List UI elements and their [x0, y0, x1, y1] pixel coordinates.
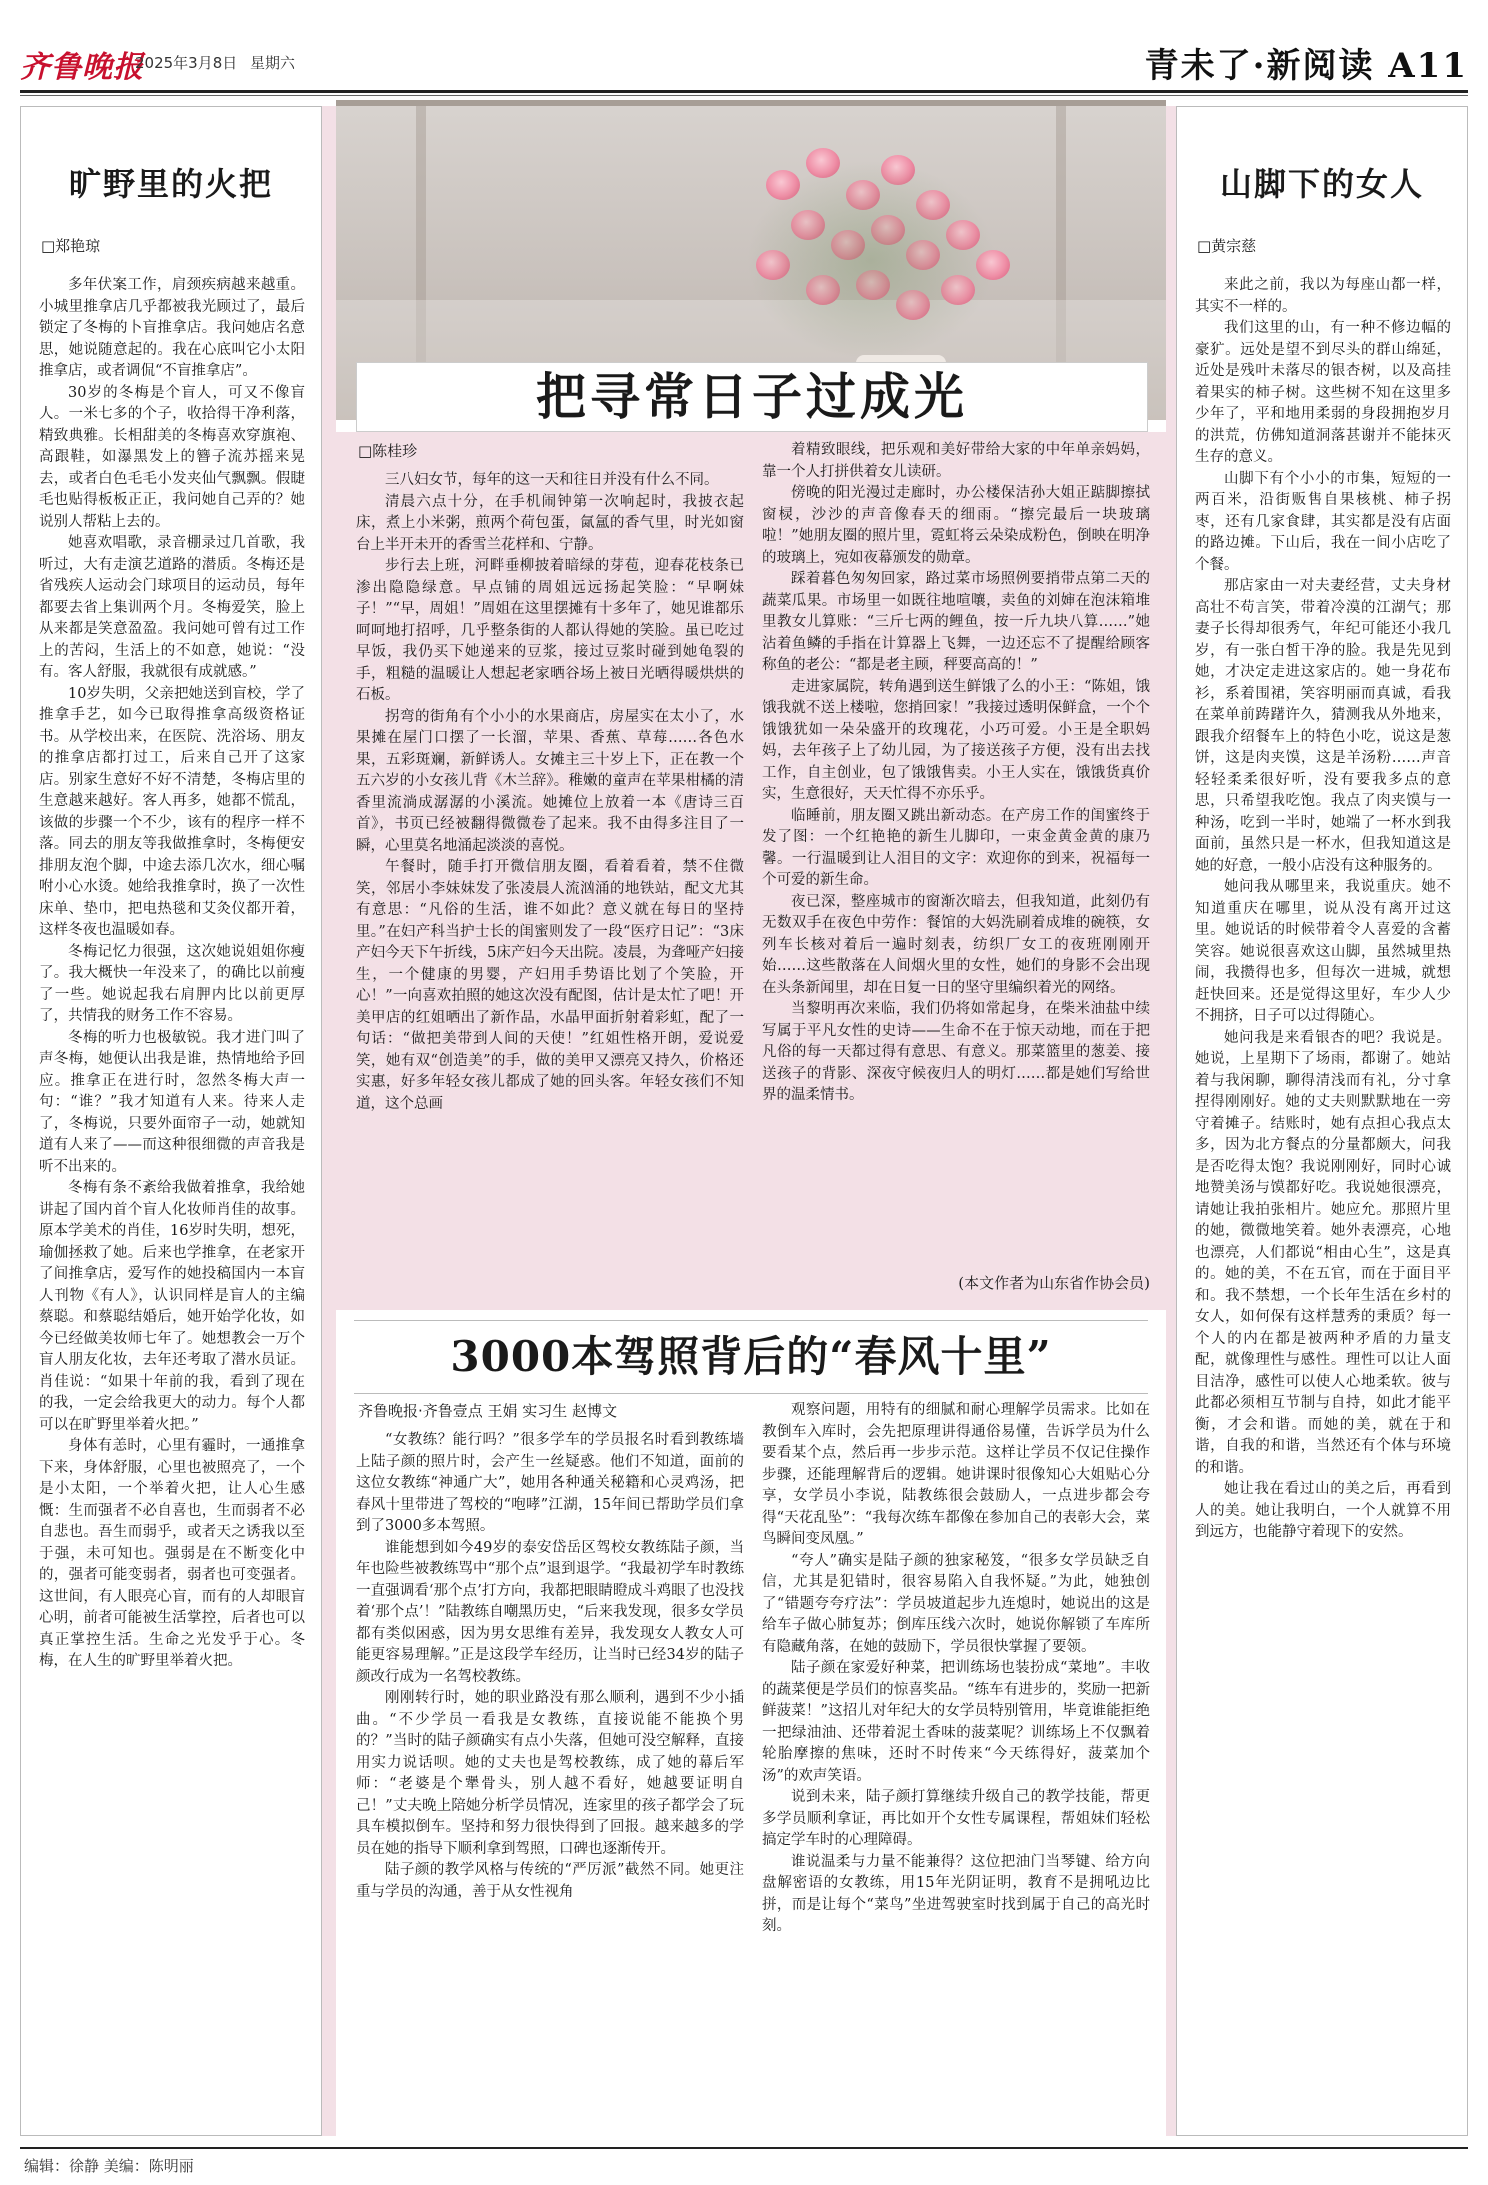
footer-credits: 编辑：徐静 美编：陈明丽	[24, 2157, 194, 2175]
left-article	[20, 106, 322, 2136]
paragraph: 她问我是来看银杏的吧？我说是。她说，上星期下了场雨，都谢了。她站着与我闲聊，聊得清浅而有礼，分寸拿捏得刚刚好。她的丈夫则默默地在一旁守着摊子。结账时，她有点担心我点太多，因为北方餐点的分量都颇大，问我是否吃得太饱？我说刚刚好，同时心诚地赞美汤与馍都好吃。我说她很漂亮，请她让我拍张相片。她应允。那照片里的她，微微地笑着。她外表漂亮，心地也漂亮，人们都说“相由心生”，这是真的。她的美，不在五官，而在于面目平和。我不禁想，一个长年生活在乡村的女人，如何保有这样慧秀的秉质？每一个人的内在都是被两种矛盾的力量支配，就像理性与感性。理性可以让人面目洁净，感性可以使人心地柔软。彼与此都必须相互节制与自持，如此才能平衡，才会和谐。而她的美，就在于和谐，自我的和谐，当然还有个体与环境的和谐。	[1195, 1029, 1451, 1476]
paragraph: 我们这里的山，有一种不修边幅的豪犷。远处是望不到尽头的群山绵延，近处是残叶未落尽的银杏树，以及高挂着果实的柿子树。这些树不知在这里多少年了，平和地用柔弱的身段拥抱岁月的洪荒，仿佛知道洞落甚谢并不能抹灭生存的意义。	[1195, 320, 1451, 465]
right-article-body	[1195, 275, 1451, 2125]
left-article-body	[39, 275, 305, 2125]
paragraph: 冬梅记忆力很强，这次她说姐姐你瘦了。我大概快一年没来了，的确比以前瘦了一些。她说起我右肩胛内比以前更厚了，共情我的财务工作不容易。	[39, 943, 305, 1024]
paragraph: 临睡前，朋友圈又跳出新动态。在产房工作的闺蜜终于发了图：一个红艳艳的新生儿脚印，一束金黄金黄的康乃馨。一行温暖到让人泪目的文字：欢迎你的到来，祝福每一个可爱的新生命。	[762, 807, 1150, 888]
paragraph: 清晨六点十分，在手机闹钟第一次响起时，我披衣起床，煮上小米粥，煎两个荷包蛋，氤氲的香气里，时光如窗台上半开未开的香雪兰花样和、宁静。	[356, 493, 744, 553]
paragraph: 10岁失明，父亲把她送到盲校，学了推拿手艺，如今已取得推拿高级资格证书。从学校出来，在医院、洗浴场、朋友的推拿店都打过工，后来自己开了这家店。别家生意好不好不清楚，冬梅店里的生意越来越好。客人再多，她都不慌乱，该做的步骤一个不少，该有的程序一样不落。同去的朋友等我做推拿时，冬梅便安排朋友泡个脚，中途去添几次水，细心嘱咐小心水烫。她给我推拿时，换了一次性床单、垫巾，把电热毯和艾灸仪都开着，这样冬夜也温暖如春。	[39, 685, 305, 938]
right-gutter-accent	[1166, 106, 1176, 2136]
paragraph: 说到未来，陆子颜打算继续升级自己的教学技能，帮更多学员顺利拿证，再比如开个女性专属课程，帮姐妹们轻松搞定学车时的心理障碍。	[762, 1789, 1150, 1848]
section-title: 青未了·新阅读 A11	[1144, 46, 1468, 86]
top-rule	[20, 90, 1468, 93]
center-article-2-byline: 齐鲁晚报·齐鲁壹点 王娟 实习生 赵博文	[358, 1402, 618, 1420]
issue-weekday: 星期六	[250, 54, 296, 72]
right-article-title: 山脚下的女人	[1219, 165, 1424, 203]
left-gutter-accent	[322, 106, 336, 2136]
center-article-2	[336, 1396, 1166, 2136]
paragraph: 夜已深，整座城市的窗渐次暗去，但我知道，此刻仍有无数双手在夜色中劳作：餐馆的大妈洗刷着成堆的碗筷，女列车长核对着后一遍时刻表，纺织厂女工的夜班刚刚开始……这些散落在人间烟火里的女性，她们的身影不会出现在头条新闻里，却在日复一日的坚守里编织着光的网络。	[762, 893, 1150, 996]
center-article-col2	[762, 440, 1150, 1255]
paragraph: 陆子颜在家爱好种菜，把训练场也装扮成“菜地”。丰收的蔬菜便是学员们的惊喜奖品。“练车有进步的，奖励一把新鲜菠菜！”这招儿对年纪大的女学员特别管用，毕竟谁能拒绝一把绿油油、还带着泥土香味的菠菜呢？训练场上不仅飘着轮胎摩擦的焦味，还时不时传来“今天练得好，菠菜加个汤”的欢声笑语。	[762, 1660, 1150, 1784]
left-article-byline: □郑艳琼	[41, 237, 101, 255]
right-article-byline: □黄宗慈	[1197, 237, 1257, 255]
issue-date: 2025年3月8日	[135, 54, 238, 72]
author-note: (本文作者为山东省作协会员)	[958, 1274, 1150, 1292]
top-rule-thin	[20, 95, 1468, 96]
paragraph: 拐弯的街角有个小小的水果商店，房屋实在太小了，水果摊在屋门口摆了一长溜，苹果、香蕉、草莓……各色水果，五彩斑斓，新鲜诱人。女摊主三十岁上下，正在教一个五六岁的小女孩儿背《木兰辞》。稚嫩的童声在苹果柑橘的清香里流淌成潺潺的小溪流。她摊位上放着一本《唐诗三百首》，书页已经被翻得微微卷了起来。我不由得多注目了一瞬，心里莫名地涌起淡淡的喜悦。	[356, 708, 744, 854]
paragraph: 身体有恙时，心里有霾时，一通推拿下来，身体舒服，心里也被照亮了，一个是小太阳，一个举着火把，让人心生感慨：生而强者不必自喜也，生而弱者不必自悲也。吾生而弱乎，或者天之诱我以至于强，未可知也。强弱是在不断变化中的，强者可能变弱者，弱者也可变强者。这世间，有人眼亮心盲，而有的人却眼盲心明，前者可能被生活掌控，后者也可以真正掌控生活。生命之光发乎于心。冬梅，在人生的旷野里举着火把。	[39, 1438, 305, 1669]
paragraph: 她喜欢唱歌，录音棚录过几首歌，我听过，大有走演艺道路的潜质。冬梅还是省残疾人运动会门球项目的运动员，每年都要去省上集训两个月。冬梅爱笑，脸上从来都是笑意盈盈。我问她可曾有过工作上的苦闷，生活上的不如意，她说：“没有。客人舒服，我就很有成就感。”	[39, 535, 305, 680]
paragraph: 午餐时，随手打开微信朋友圈，看着看着，禁不住微笑，邻居小李妹妹发了张凌晨人流汹涌的地铁站，配文尤其有意思：“凡俗的生活，谁不如此？意义就在每日的坚持里。”在妇产科当护士长的闺蜜则发了一段“医疗日记”：“3床产妇今天下午折线，5床产妇今天出院。凌晨，为聋哑产妇接生，一个健康的男婴，产妇用手势语比划了个笑脸，开心！”一向喜欢拍照的她这次没有配图，估计是太忙了吧！开美甲店的红姐晒出了新作品，水晶甲面折射着彩虹，配了一句话：“做把美带到人间的天使！”红姐性格开朗，爱说爱笑，她有双“创造美”的手，做的美甲又漂亮又持久，价格还实惠，好多年轻女孩儿都成了她的回头客。年轻女孩们不知道，这个总画	[356, 859, 744, 1112]
paragraph: 她问我从哪里来，我说重庆。她不知道重庆在哪里，说从没有离开过这里。她说话的时候带着令人喜爱的含蓄笑容。她说很喜欢这山脚，虽然城里热闹，我攒得也多，但每次一进城，就想赶快回来。还是觉得这里好，车少人少不拥挤，日子可以过得随心。	[1195, 879, 1451, 1024]
paragraph: 山脚下有个小小的市集，短短的一两百米，沿街贩售自果核桃、柿子拐枣，还有几家食肆，其实都是没有店面的路边摊。下山后，我在一间小店吃了个餐。	[1195, 470, 1451, 573]
bottom-rule	[20, 2147, 1468, 2149]
paragraph: 冬梅有条不紊给我做着推拿，我给她讲起了国内首个盲人化妆师肖佳的故事。原本学美术的肖佳，16岁时失明，想死，瑜伽拯救了她。后来也学推拿，在老家开了间推拿店，爱写作的她投稿国内一本盲人刊物《有人》，认识同样是盲人的主编蔡聪。和蔡聪结婚后，她开始学化妆，如今已经做美妆师七年了。她想教会一万个盲人朋友化妆，去年还考取了潜水员证。肖佳说：“如果十年前的我，看到了现在的我，一定会给我更大的动力。每个人都可以在旷野里举着火把。”	[39, 1180, 305, 1433]
paragraph: 观察问题，用特有的细腻和耐心理解学员需求。比如在教倒车入库时，会先把原理讲得通俗易懂，告诉学员为什么要看某个点，然后再一步步示范。这样让学员不仅记住操作步骤，还能理解背后的逻辑。她讲课时很像知心大姐贴心分享，女学员小李说，陆教练很会鼓励人，一点进步都会夸得“天花乱坠”：“我每次练车都像在参加自己的表彰大会，菜鸟瞬间变凤凰。”	[762, 1402, 1150, 1547]
paragraph: 30岁的冬梅是个盲人，可又不像盲人。一米七多的个子，收拾得干净利落，精致典雅。长相甜美的冬梅喜欢穿旗袍、高跟鞋，如瀑黑发上的簪子流苏摇来晃去，或者白色毛毛小发夹仙气飘飘。假睫毛也贴得板板正正，我问她自己弄的？她说别人帮粘上去的。	[39, 384, 305, 530]
newspaper-logo: 齐鲁晚报	[20, 50, 144, 85]
paragraph: 来此之前，我以为每座山都一样，其实不一样的。	[1195, 277, 1451, 315]
center-article-2-col2	[762, 1400, 1150, 2130]
paragraph: 三八妇女节，每年的这一天和往日并没有什么不同。	[385, 472, 719, 488]
center-article-byline: □陈桂珍	[358, 442, 418, 460]
paragraph: 步行去上班，河畔垂柳披着暗绿的芽苞，迎春花枝条已渗出隐隐绿意。早点铺的周姐远远扬起笑脸：“早啊妹子！”“早，周姐！”周姐在这里摆摊有十多年了，她见谁都乐呵呵地打招呼，几乎整条街的人都认得她的笑脸。虽已吃过早饭，我仍买下她递来的豆浆，接过豆浆时碰到她龟裂的手，粗糙的温暖让人想起老家晒谷场上被日光晒得暖烘烘的石板。	[356, 558, 744, 703]
paragraph: 刚刚转行时，她的职业路没有那么顺利，遇到不少小插曲。“不少学员一看我是女教练，直接说能不能换个男的？”当时的陆子颜确实有点小失落，但她可没空解释，直接用实力说话呗。她的丈夫也是驾校教练，成了她的幕后军师：“老婆是个犟骨头，别人越不看好，她越要证明自己！”丈夫晚上陪她分析学员情况，连家里的孩子都学会了玩具车模拟倒车。坚持和努力很快得到了回报。越来越多的学员在她的指导下顺利拿到驾照，口碑也逐渐传开。	[356, 1690, 744, 1857]
paragraph: 谁说温柔与力量不能兼得？这位把油门当琴键、给方向盘解密语的女教练，用15年光阴证明，教育不是拥吼边比拼，而是让每个“菜鸟”坐进驾驶室时找到属于自己的高光时刻。	[762, 1853, 1150, 1934]
paragraph: 着精致眼线，把乐观和美好带给大家的中年单亲妈妈，靠一个人打拼供着女儿读研。	[762, 442, 1150, 480]
paragraph: 走进家属院，转角遇到送生鲜饿了么的小王：“陈姐，饿饿我就不送上楼啦，您捎回家！”我接过透明保鲜盒，一个个饿饿犹如一朵朵盛开的玫瑰花，小巧可爱。小王是全职妈妈，去年孩子上了幼儿园，为了接送孩子方便，没有出去找工作，自主创业，包了饿饿售卖。小王人实在，饿饿货真价实，生意很好，天天忙得不亦乐乎。	[762, 678, 1150, 802]
center-article-1	[336, 432, 1166, 1310]
paragraph: 多年伏案工作，肩颈疾病越来越重。小城里推拿店几乎都被我光顾过了，最后锁定了冬梅的卜盲推拿店。我问她店名意思，她说随意起的。我在心底叫它小太阳推拿店，或者调侃“不盲推拿店”。	[39, 277, 305, 379]
paragraph: 踩着暮色匆匆回家，路过菜市场照例要捎带点第二天的蔬菜瓜果。市场里一如既往地喧嚷，卖鱼的刘婶在泡沫箱堆里教女儿算账：“三斤七两的鲤鱼，按一斤九块八算……”她沾着鱼鳞的手指在计算器上飞舞，一边还忘不了提醒给顾客称鱼的老公：“都是老主顾，秤要高高的！”	[762, 571, 1150, 673]
center-article-2-col1	[356, 1430, 744, 2130]
paragraph: “夸人”确实是陆子颜的独家秘笈，“很多女学员缺乏自信，尤其是犯错时，很容易陷入自我怀疑。”为此，她独创了“错题夸夸疗法”：学员坡道起步九连熄时，她说出的这是给车子做心肺复苏；倒库压线六次时，她说你解锁了车库所有隐藏角落，在她的鼓励下，学员很快掌握了要领。	[762, 1552, 1150, 1655]
paragraph: 冬梅的听力也极敏锐。我才进门叫了声冬梅，她便认出我是谁，热情地给予回应。推拿正在进行时，忽然冬梅大声一句：“谁？”我才知道有人来。待来人走了，冬梅说，只要外面帘子一动，她就知道有人来了——而这种很细微的声音我是听不出来的。	[39, 1029, 305, 1175]
paragraph: 陆子颜的教学风格与传统的“严厉派”截然不同。她更注重与学员的沟通，善于从女性视角	[356, 1862, 744, 1900]
center-article-col1	[356, 470, 744, 1300]
right-article	[1176, 106, 1468, 2136]
paragraph: 谁能想到如今49岁的泰安岱岳区驾校女教练陆子颜，当年也险些被教练骂中“那个点”退到退学。“我最初学车时教练一直强调看‘那个点’打方向，我都把眼睛瞪成斗鸡眼了也没找着‘那个点’！”陆教练自嘲黑历史，“后来我发现，很多女学员都有类似困惑，因为男女思维有差异，我发现女人教女人可能更容易理解。”正是这段学车经历，让当时已经34岁的陆子颜改行成为一名驾校教练。	[356, 1539, 744, 1685]
paragraph: 她让我在看过山的美之后，再看到人的美。她让我明白，一个人就算不用到远方，也能静守着现下的安然。	[1195, 1481, 1451, 1540]
paragraph: 傍晚的阳光漫过走廊时，办公楼保洁孙大姐正踮脚擦拭窗棂，沙沙的声音像春天的细雨。“擦完最后一块玻璃啦！”她朋友圈的照片里，霓虹将云朵染成粉色，倒映在明净的玻璃上，宛如夜幕颁发的勋章。	[762, 485, 1150, 566]
paragraph: 那店家由一对夫妻经营，丈夫身材高壮不苟言笑，带着冷漠的江湖气；那妻子长得却很秀气，年纪可能还小我几岁，有一张白皙干净的脸。我是先见到她，才决定走进这家店的。她一身花布衫，系着围裙，笑容明丽而真诚，看我在菜单前踌躇许久，猜测我从外地来，跟我介绍餐车上的特色小吃，说这是葱饼，这是肉夹馍，这是羊汤粉……声音轻轻柔柔很好听，没有要我多点的意思，只希望我吃饱。我点了肉夹馍与一种汤，吃到一半时，她端了一杯水到我面前，虽然只是一杯水，但我知道这是她的好意，一般小店没有这种服务的。	[1195, 578, 1451, 874]
paragraph: 当黎明再次来临，我们仍将如常起身，在柴米油盐中续写属于平凡女性的史诗——生命不在于惊天动地，而在于把凡俗的每一天都过得有意思、有意义。那菜篮里的葱姜、接送孩子的背影、深夜守候夜归人的明灯……都是她们写给世界的温柔情书。	[762, 1001, 1150, 1103]
center-article-title: 把寻常日子过成光	[356, 362, 1148, 432]
paragraph: “女教练？能行吗？”很多学车的学员报名时看到教练墙上陆子颜的照片时，会产生一丝疑惑。他们不知道，面前的这位女教练“神通广大”，她用各种通关秘籍和心灵鸡汤，把春风十里带进了驾校的“咆哮”江湖，15年间已帮助学员们拿到了3000多本驾照。	[356, 1432, 744, 1534]
left-article-title: 旷野里的火把	[68, 165, 273, 203]
center-article-2-title: 3000本驾照背后的“春风十里”	[354, 1320, 1148, 1394]
